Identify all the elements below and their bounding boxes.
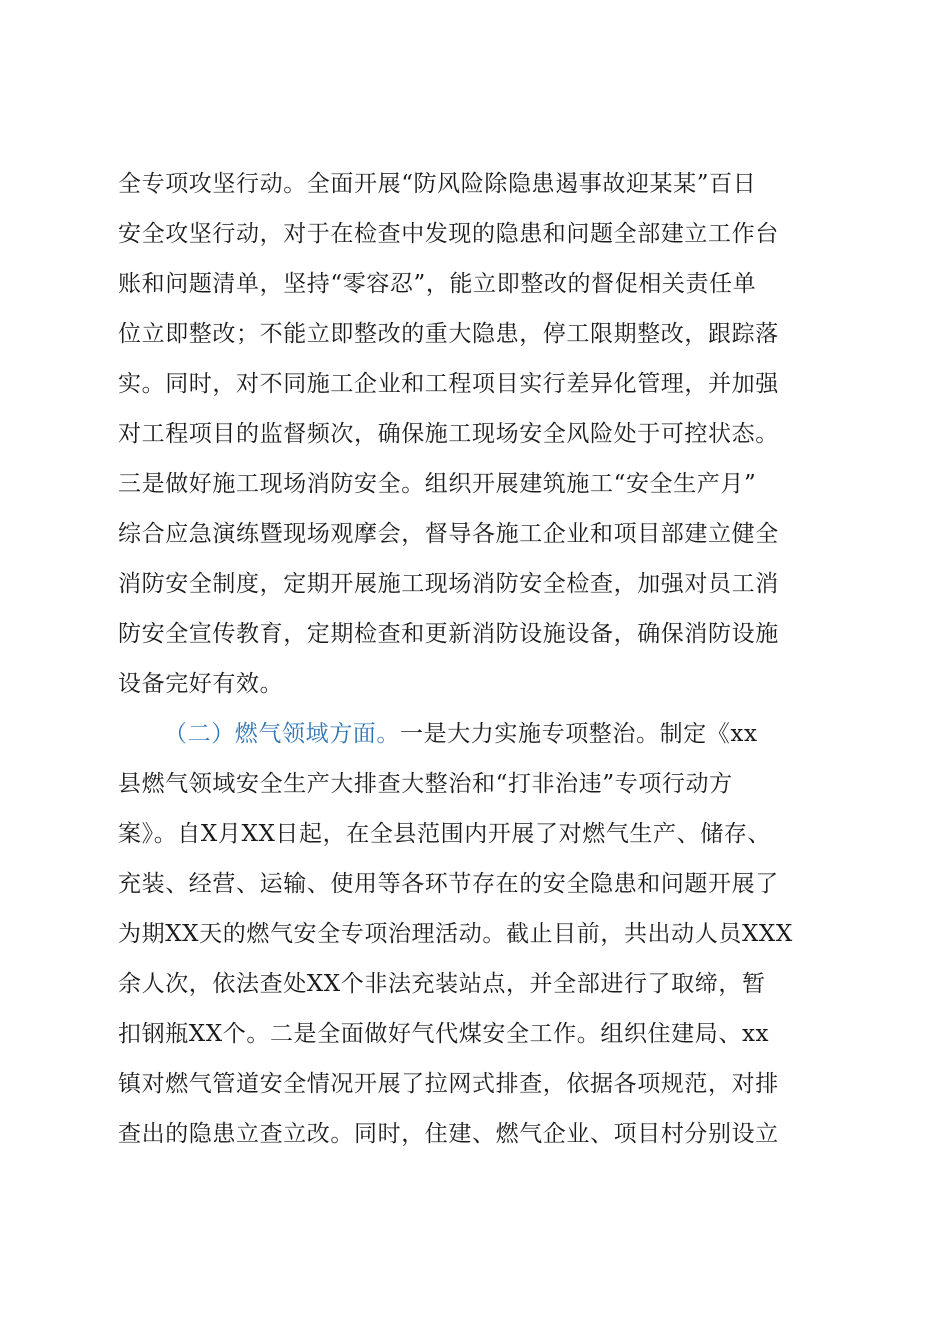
paragraph-2-line-3: 案》。自X月XX日起，在全县范围内开展了对燃气生产、储存、: [118, 821, 772, 847]
paragraph-1-line-4: 位立即整改；不能立即整改的重大隐患，停工限期整改，跟踪落: [118, 321, 779, 347]
paragraph-1-line-2: 安全攻坚行动，对于在检查中发现的隐患和问题全部建立工作台: [118, 221, 779, 247]
paragraph-1-line-9: 消防安全制度，定期开展施工现场消防安全检查，加强对员工消: [118, 571, 779, 597]
paragraph-2-line-6: 余人次，依法查处XX个非法充装站点，并全部进行了取缔，暂: [118, 971, 766, 997]
paragraph-1-line-6: 对工程项目的监督频次，确保施工现场安全风险处于可控状态。: [118, 421, 779, 447]
paragraph-2-line-9: 查出的隐患立查立改。同时，住建、燃气企业、项目村分别设立: [118, 1121, 779, 1147]
paragraph-2-line-1: [164, 716, 758, 752]
paragraph-2-line-4: 充装、经营、运输、使用等各环节存在的安全隐患和问题开展了: [118, 871, 779, 897]
paragraph-1-line-10: 防安全宣传教育，定期检查和更新消防设施设备，确保消防设施: [118, 621, 779, 647]
paragraph-1-line-5: 实。同时，对不同施工企业和工程项目实行差异化管理，并加强: [118, 371, 779, 397]
paragraph-2-line-5: 为期XX天的燃气安全专项治理活动。截止目前，共出动人员XXX: [118, 921, 793, 947]
paragraph-1-line-7: 三是做好施工现场消防安全。组织开展建筑施工“安全生产月”: [118, 471, 757, 497]
paragraph-2-line-1-text: 一是大力实施专项整治。制定《xx: [400, 721, 758, 747]
paragraph-1-line-1: 全专项攻坚行动。全面开展“防风险除隐患遏事故迎某某”百日: [118, 171, 757, 197]
paragraph-2-line-8: 镇对燃气管道安全情况开展了拉网式排查，依据各项规范，对排: [118, 1071, 779, 1097]
paragraph-2-line-2: 县燃气领域安全生产大排查大整治和“打非治违”专项行动方: [118, 771, 733, 797]
paragraph-1-line-8: 综合应急演练暨现场观摩会，督导各施工企业和项目部建立健全: [118, 521, 779, 547]
paragraph-1-line-11: 设备完好有效。: [118, 671, 284, 697]
paragraph-1-line-3: 账和问题清单，坚持“零容忍”，能立即整改的督促相关责任单: [118, 271, 757, 297]
section-heading-gas: （二）燃气领域方面。: [164, 721, 400, 747]
paragraph-2-line-7: 扣钢瓶XX个。二是全面做好气代煤安全工作。组织住建局、xx: [118, 1021, 770, 1047]
